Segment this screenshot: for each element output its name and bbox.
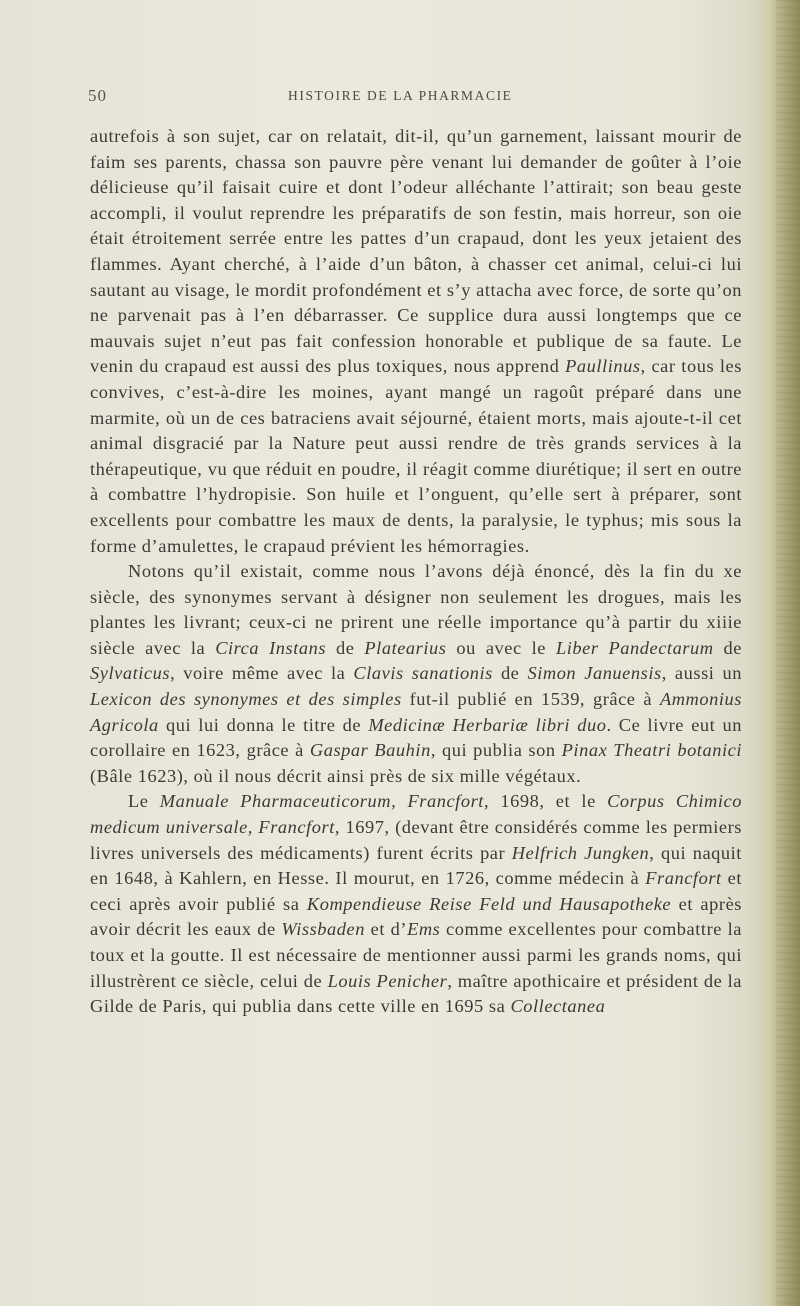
italic-run: Platearius (364, 637, 447, 658)
running-title: HISTOIRE DE LA PHARMACIE (288, 88, 513, 103)
italic-run: Ammonius Agricola (90, 689, 742, 735)
italic-run: Circa Instans (215, 637, 327, 658)
paragraph-3 (90, 789, 742, 1019)
body-text (90, 124, 742, 1020)
italic-run: Louis Penicher (327, 970, 448, 991)
page-number: 50 (88, 86, 107, 105)
italic-run: Clavis sanationis (353, 663, 493, 684)
italic-run: Liber Pandectarum (555, 637, 714, 658)
italic-run: Wissbaden (281, 919, 365, 940)
text-run: , qui naquit en 1648, à Kahlern, en Hesse. Il mourut, en 1726, comme médecin à (90, 842, 742, 889)
paragraph-1 (90, 124, 742, 559)
italic-run: Lexicon des synonymes et des simples (90, 689, 402, 710)
text-run: , car tous les convives, c’est-à-dire les moines, ayant mangé un ragoût préparé dans une marmite, où un de ces batraciens avait séjourné, étaient morts, mais ajoute-t-il cet animal disgracié par la Nature peut aussi rendre de très grands services à la thérapeutique, vu que réduit en poudre, il réagit comme diurétique; il sert en outre à combattre l’hydropisie. Son huile et l’onguent, qu’elle sert à préparer, sont excellents pour combattre les maux de dents, la paralysie, le typhus; mis sous la forme d’amulettes, le crapaud prévient les hémorragies. (90, 356, 742, 556)
text-run: , voire même avec la (170, 663, 354, 684)
italic-run: Paullinus (565, 356, 641, 377)
text-run: qui lui donna le titre de (158, 714, 369, 735)
text-run: de (492, 663, 528, 684)
text-run: comme excellentes pour combattre la toux et la goutte. Il est nécessaire de mentionner aussi parmi les grands noms, qui illustrèrent ce siècle, celui de (90, 919, 742, 991)
text-run: , 1697, (devant être considérés comme les permiers livres universels des médicaments) furent écrits par (90, 817, 742, 863)
text-run: , 1698, et le (483, 791, 608, 812)
text-run: autrefois à son sujet, car on relatait, dit-il, qu’un garnement, laissant mourir de faim ses parents, chassa son pauvre père venant lui demander de goûter à l’oie délicieuse qu’il faisait cuire et dont l’odeur alléchante l’attirait; son beau geste accompli, il voulut reprendre les préparatifs de son festin, mais horreur, son oie était étroitement serrée entre les pattes d’un crapaud, dont les yeux jetaient des flammes. Ayant cherché, à l’aide d’un bâton, à chasser cet animal, celui-ci lui sautant au visage, le mordit profondément et s’y attacha avec force, de sorte qu’on ne parvenait pas à l’en débarrasser. Ce supplice dura aussi longtemps que ce mauvais sujet n’eut pas fait confession honorable et publique de sa faute. Le venin du crapaud est aussi des plus toxiques, nous apprend (90, 126, 742, 377)
italic-run: Manuale Pharmaceuticorum, Francfort (159, 791, 484, 812)
text-run: de (713, 637, 742, 658)
text-run: Notons qu’il existait, comme nous l’avons déjà énoncé, dès la fin du xe siècle, des synonymes servant à désigner non seulement les drogues, mais les plantes les livrant; ceux-ci ne prirent une réelle importance qu’à partir du xiiie siècle avec la (90, 561, 742, 658)
text-run: de (326, 637, 365, 658)
paragraph-2 (90, 559, 742, 789)
text-run: ou avec le (446, 637, 556, 658)
text-run: et d’ (364, 919, 408, 940)
italic-run: Helfrich Jungken (511, 842, 650, 863)
text-run: et après avoir décrit les eaux de (90, 893, 742, 940)
italic-run: Kompendieuse Reise Feld und Hausapotheke (306, 893, 672, 914)
italic-run: Pinax Theatri botanici (561, 740, 742, 761)
text-run: . Ce livre eut un corollaire en 1623, grâce à (90, 714, 743, 761)
italic-run: Gaspar Bauhin (309, 740, 431, 761)
italic-run: Francfort (645, 868, 722, 889)
italic-run: Sylvaticus (90, 663, 171, 684)
text-run: , aussi un (661, 663, 742, 684)
italic-run: Ems (407, 919, 441, 940)
running-header (88, 86, 738, 108)
text-run: (Bâle 1623), où il nous décrit ainsi près de six mille végétaux. (90, 765, 582, 786)
italic-run: Collectanea (510, 996, 606, 1017)
italic-run: Corpus Chimico medicum universale, Francfort (90, 791, 742, 838)
page-edge-shadow (758, 0, 800, 1306)
text-run: et ceci après avoir publié sa (90, 868, 742, 914)
italic-run: Simon Januensis (527, 663, 662, 684)
text-run: , qui publia son (430, 740, 562, 761)
text-run: , maître apothicaire et président de la Gilde de Paris, qui publia dans cette ville en 1695 sa (90, 970, 743, 1017)
italic-run: Medicinæ Herbariæ libri duo (368, 714, 607, 735)
text-run: fut-il publié en 1539, grâce à (401, 689, 660, 710)
text-run: Le (128, 791, 160, 812)
